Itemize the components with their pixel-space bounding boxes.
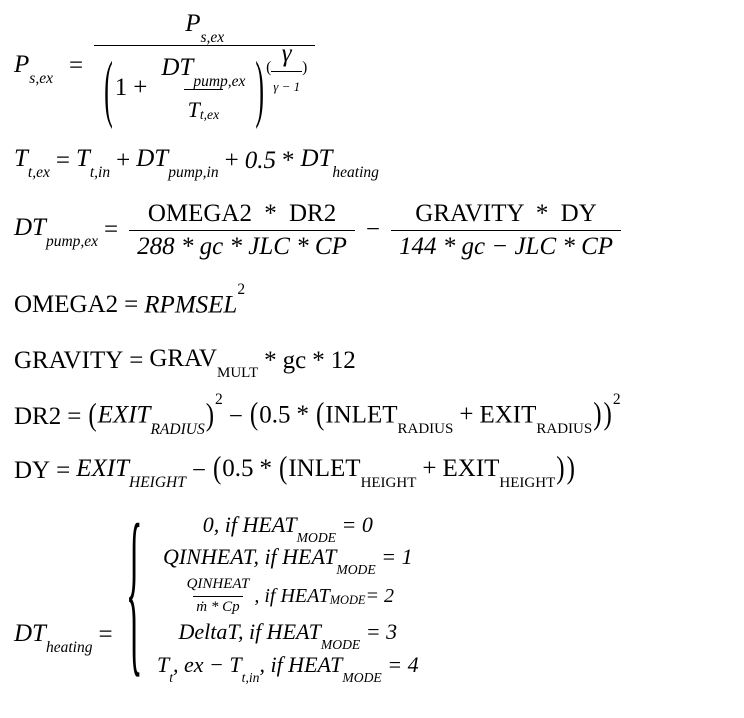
equation-dy bbox=[14, 451, 576, 492]
eq5-op2: * bbox=[312, 347, 325, 374]
eq1-close-paren: ) bbox=[255, 46, 265, 131]
eq5-rhs-base: $GRAV_{MULT}$ bbox=[149, 345, 259, 381]
eq2-term1: $T_{t,in}$ bbox=[75, 145, 111, 181]
eq7-term2: ($0.5 * (INLET_{HEIGHT}+$ $EXIT_{HEIGHT}$)) bbox=[212, 451, 575, 491]
eq5-equals: = bbox=[129, 347, 144, 374]
equation-dt-heating bbox=[14, 490, 419, 696]
eq7-term1: $EXIT_{HEIGHT}$ bbox=[76, 455, 186, 492]
eq4-rhs: RPMSEL$^2$ bbox=[144, 281, 246, 319]
eq1-inner-num: $DT_{pump,ex}$ bbox=[161, 54, 246, 90]
eq6-minus: − bbox=[228, 402, 243, 430]
eq6-lhs: DR2 bbox=[14, 402, 62, 430]
eq8-lhs: $DT_{heating}$ bbox=[14, 619, 93, 656]
eq4-equals: = bbox=[124, 290, 139, 318]
eq2-plus2: + bbox=[224, 146, 239, 174]
eq1-inner-den: T t,ex bbox=[184, 89, 224, 122]
eq1-equals: = bbox=[68, 52, 84, 80]
equation-gravity bbox=[14, 345, 356, 381]
eq2-times: * bbox=[281, 146, 295, 174]
eq3-frac1-den: 288 * gc * JLC * CP bbox=[129, 230, 355, 261]
eq3-lhs: $DT_{pump,ex}$ bbox=[14, 214, 99, 251]
eq7-equals: = bbox=[56, 457, 71, 484]
eq3-minus: − bbox=[365, 216, 380, 244]
eq4-lhs: OMEGA2 bbox=[14, 290, 119, 318]
eq2-plus1: + bbox=[116, 146, 131, 174]
eq1-numerator: $P_{s,ex}$ bbox=[185, 10, 225, 46]
eq3-frac1-num: OMEGA2 * DR2 bbox=[147, 200, 337, 227]
eq5-rhs2: gc bbox=[282, 347, 307, 374]
eq2-lhs: $T_{t,ex}$ bbox=[14, 145, 50, 181]
eq2-term2: $DT_{pump,in}$ bbox=[136, 145, 219, 181]
eq3-frac2-den: 144 * gc − JLC * CP bbox=[391, 230, 621, 261]
eq1-exponent: ( $\frac{\gamma}{\gamma - 1}$ ) bbox=[266, 39, 308, 95]
eq7-lhs: DY bbox=[14, 457, 51, 484]
eq7-minus: − bbox=[191, 457, 206, 484]
eq3-fraction-1 bbox=[129, 200, 355, 260]
equation-dr2 bbox=[14, 391, 621, 438]
eq5-op1: * bbox=[264, 347, 277, 374]
eq8-case-2: $\frac{\text{QINHEAT}}{\text{ṁ * Cp}}$ , if HEAT MODE = 2 bbox=[182, 575, 394, 618]
equation-omega2 bbox=[14, 281, 246, 319]
eq1-denominator: ( 1 + $DT_{pump,ex}$ T t,ex ) ( $\frac{\gamma}{\gamma - 1}$ ) bbox=[94, 45, 315, 122]
eq8-case-2-fraction: $\frac{\text{QINHEAT}}{\text{ṁ * Cp}}$ bbox=[184, 575, 253, 618]
eq8-case-0: 0, if $HEAT_{MODE} = 0$ bbox=[202, 512, 373, 545]
eq8-cases-list bbox=[156, 510, 419, 685]
eq5-lhs: GRAVITY bbox=[14, 347, 124, 374]
eq6-term2: ($0.5 * (INLET_{RADIUS}+$ $EXIT_{RADIUS}))^2$ bbox=[249, 391, 621, 438]
eq6-term1: $(EXIT_{RADIUS})^2$ bbox=[88, 391, 223, 438]
eq6-equals: = bbox=[67, 402, 82, 430]
eq3-frac2-num: GRAVITY * DY bbox=[415, 200, 597, 227]
eq2-coefficient: 0.5 bbox=[244, 146, 276, 174]
eq3-equals: = bbox=[104, 216, 119, 244]
eq8-cases-block bbox=[119, 490, 419, 696]
eq1-fraction bbox=[94, 10, 315, 131]
eq5-rhs3: 12 bbox=[330, 347, 356, 374]
equation-tt-ex bbox=[14, 145, 379, 181]
eq8-equals: = bbox=[98, 621, 113, 649]
eq3-fraction-2 bbox=[391, 200, 621, 260]
eq1-exponent-fraction: $\frac{\gamma}{\gamma - 1}$ bbox=[273, 39, 301, 95]
eq1-inner-fraction bbox=[157, 54, 249, 122]
eq2-equals: = bbox=[55, 146, 70, 174]
eq8-case-1: QINHEAT, if $HEAT_{MODE} = 1$ bbox=[162, 544, 413, 578]
eq2-term3: $DT_{heating}$ bbox=[300, 145, 379, 181]
eq1-lhs: $P_{s,ex}$ bbox=[14, 50, 53, 87]
eq1-open-paren: ( bbox=[104, 46, 113, 131]
equation-dt-pump-ex bbox=[14, 200, 626, 260]
equation-ps-ex bbox=[14, 10, 320, 131]
eq8-left-brace: { bbox=[125, 490, 143, 696]
eq8-case-4: $T_t$, ex − $T_{t,in}$, if $HEAT_{MODE} = 4$ bbox=[156, 651, 419, 685]
eq8-case-3: DeltaT, if $HEAT_{MODE} = 3$ bbox=[178, 619, 398, 653]
